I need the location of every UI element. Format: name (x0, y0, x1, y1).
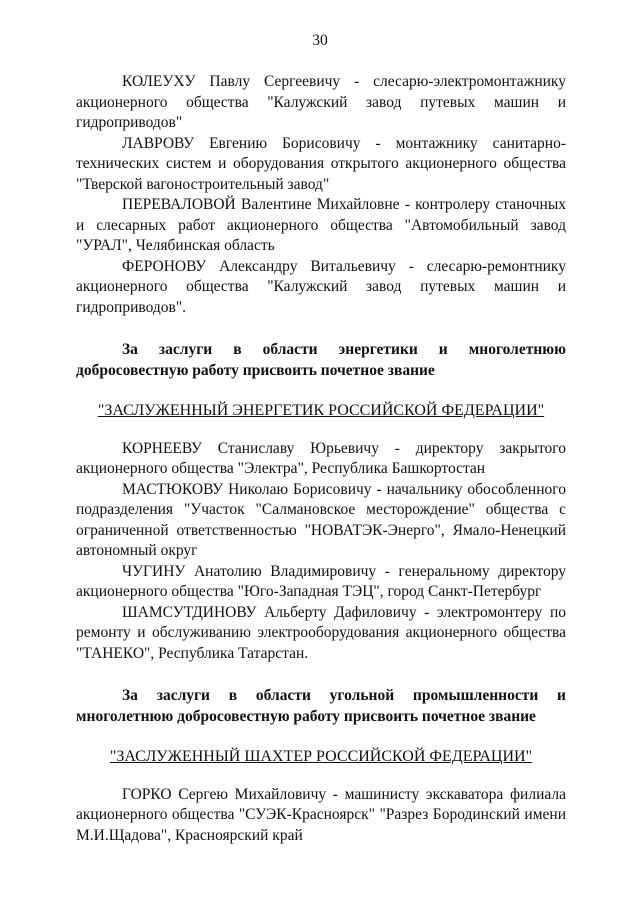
decree-paragraph: За заслуги в области угольной промышленности и многолетнюю добросовестную работу присвоить почетное звание (76, 687, 566, 725)
award-entry: ГОРКО Сергею Михайловичу - машинисту экскаватора филиала акционерного общества "СУЭК-Красноярск" "Разрез Бородинский имени М.И.Щадова", Красноярский край (76, 785, 566, 844)
award-entry: ЧУГИНУ Анатолию Владимировичу - генеральному директору акционерного общества "Юго-Западная ТЭЦ", город Санкт-Петербург (76, 562, 566, 600)
award-entry: ЛАВРОВУ Евгению Борисовичу - монтажнику санитарно-технических систем и оборудования открытого акционерного общества "Тверской вагоностроительный завод" (76, 134, 566, 193)
award-entry: ШАМСУТДИНОВУ Альберту Дафиловичу - электромонтеру по ремонту и обслуживанию электрооборудования акционерного общества "ТАНЕКО", Республика Татарстан. (76, 603, 566, 662)
award-entry: ФЕРОНОВУ Александру Витальевичу - слесарю-ремонтнику акционерного общества "Калужский завод путевых машин и гидроприводов". (76, 257, 566, 316)
award-entry: КОЛЕУХУ Павлу Сергеевичу - слесарю-электромонтажнику акционерного общества "Калужский завод путевых машин и гидроприводов" (76, 73, 566, 131)
award-entry: КОРНЕЕВУ Станиславу Юрьевичу - директору закрытого акционерного общества "Электра", Республика Башкортостан (76, 439, 566, 477)
decree-paragraph: За заслуги в области энергетики и многолетнюю добросовестную работу присвоить почетное звание (76, 341, 566, 379)
honorary-title-text: "ЗАСЛУЖЕННЫЙ ЭНЕРГЕТИК РОССИЙСКОЙ ФЕДЕРАЦИИ" (97, 402, 545, 419)
honorary-title (76, 401, 566, 422)
award-entry: МАСТЮКОВУ Николаю Борисовичу - начальнику обособленного подразделения "Участок "Салмановское месторождение" общества с ограниченной ответственностью "НОВАТЭК-Энерго", Ямало-Ненецкий автономный округ (76, 480, 566, 559)
award-entry: ПЕРЕВАЛОВОЙ Валентине Михайловне - контролеру станочных и слесарных работ акционерного общества "Автомобильный завод "УРАЛ", Челябинская область (76, 196, 566, 254)
page-number: 30 (312, 32, 328, 49)
document-body (76, 72, 566, 846)
honorary-title (76, 747, 566, 768)
honorary-title-text: "ЗАСЛУЖЕННЫЙ ШАХТЕР РОССИЙСКОЙ ФЕДЕРАЦИИ" (109, 748, 533, 765)
